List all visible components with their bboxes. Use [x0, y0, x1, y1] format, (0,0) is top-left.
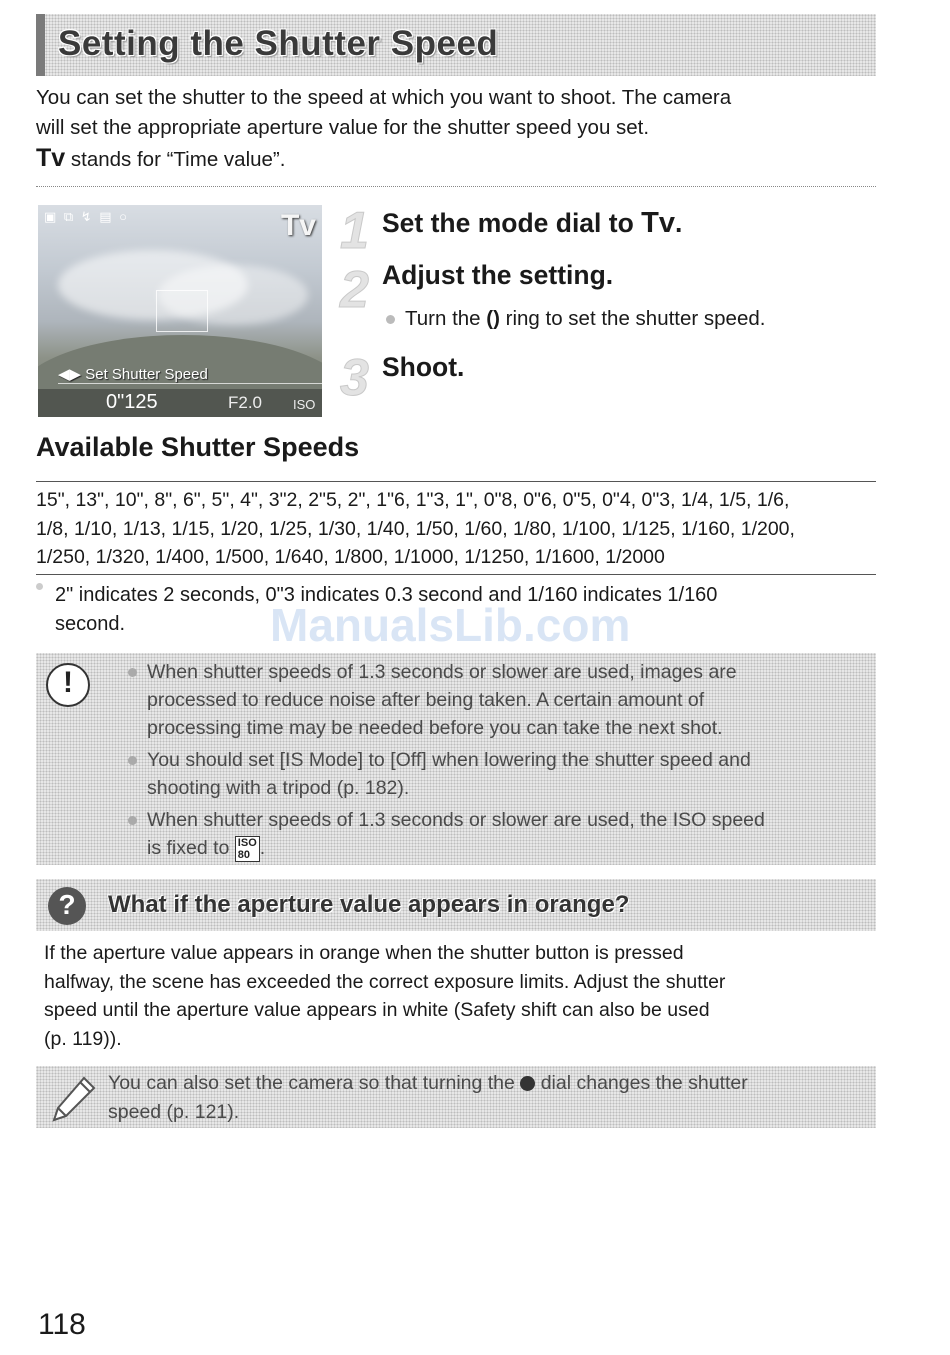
- speeds-line-1: 15", 13", 10", 8", 6", 5", 4", 3"2, 2"5, 2", 1"6, 1"3, 1", 0"8, 0"6, 0"5, 0"4, 0"3, 1/4, 1/5, 1/6,: [36, 489, 790, 511]
- memo-text: [108, 1069, 748, 1127]
- qa-answer-line-2: halfway, the scene has exceeded the correct exposure limits. Adjust the shutter: [44, 970, 726, 993]
- memo-line-2: speed (p. 121).: [108, 1101, 240, 1123]
- caution-box: [36, 653, 876, 865]
- speeds-top-rule: [36, 481, 876, 482]
- title-accent: [36, 14, 45, 76]
- camera-iso-value: ISO: [293, 397, 316, 412]
- caution-line-3: [128, 714, 723, 742]
- bullet-icon: [386, 315, 395, 324]
- memo-line-1-pre: You can also set the camera so that turning the: [108, 1072, 521, 1094]
- camera-af-frame: [156, 290, 208, 332]
- speeds-bottom-rule: [36, 574, 876, 575]
- step-2-title: Adjust the setting.: [382, 260, 614, 290]
- step-2-bullet-post: ring to set the shutter speed.: [499, 307, 766, 330]
- qa-bar: [36, 879, 876, 931]
- camera-mode-indicator: Tv: [280, 209, 316, 242]
- question-icon: [48, 887, 86, 925]
- intro-line-3: [36, 143, 285, 175]
- caution-line-7-text: is fixed to: [147, 837, 235, 859]
- note-bullet-icon: [36, 583, 43, 590]
- step-number-3: 3: [340, 349, 369, 407]
- caution-line-5-text: shooting with a tripod (p. 182).: [147, 777, 410, 799]
- memo-line-1: [108, 1069, 748, 1098]
- camera-label-line: [58, 383, 322, 384]
- camera-shutter-value: 0"125: [106, 391, 158, 413]
- speeds-note-line-2: second.: [55, 613, 126, 635]
- qa-answer-line-1: If the aperture value appears in orange when the shutter button is pressed: [44, 942, 684, 964]
- qa-question: What if the aperture value appears in orange?: [108, 891, 630, 918]
- step-number-2: 2: [340, 261, 369, 319]
- caution-end-punct: .: [259, 837, 266, 859]
- caution-line-7: [128, 834, 265, 862]
- camera-info-bar: [38, 389, 322, 417]
- step-1-title: [382, 207, 682, 240]
- question-icon-glyph: ?: [58, 889, 76, 920]
- caution-line-2: [128, 686, 704, 714]
- memo-box: [36, 1066, 876, 1128]
- caution-line-2-text: processed to reduce noise after being taken. A certain amount of: [147, 689, 705, 711]
- caution-line-1-text: When shutter speeds of 1.3 seconds or slower are used, images are: [147, 661, 737, 683]
- step-2-bullet: [386, 304, 765, 334]
- step-3-title: Shoot.: [382, 352, 465, 382]
- step-1-tv-symbol: Tv: [641, 207, 675, 239]
- memo-line-1-post: dial changes the shutter: [535, 1072, 748, 1094]
- caution-line-4: [128, 746, 751, 774]
- camera-set-label: ◀▶ Set Shutter Speed: [58, 366, 208, 383]
- intro-line-3-text: stands for “Time value”.: [65, 148, 286, 171]
- caution-line-1: [128, 658, 737, 686]
- qa-answer-line-3: speed until the aperture value appears in white (Safety shift can also be used: [44, 999, 710, 1021]
- step-1-title-suffix: .: [674, 208, 683, 238]
- available-speeds-heading: Available Shutter Speeds: [36, 432, 360, 462]
- camera-aperture-value: F2.0: [228, 393, 263, 412]
- camera-status-icons: ▣ ⧉ ↯ ▤ ○: [44, 209, 130, 224]
- caution-line-5: [128, 774, 409, 802]
- intro-line-2: will set the appropriate aperture value for the shutter speed you set.: [36, 116, 650, 139]
- camera-screen-image: [38, 205, 322, 417]
- speeds-note-line-1: 2" indicates 2 seconds, 0"3 indicates 0.3 second and 1/160 indicates 1/160: [55, 584, 718, 606]
- step-1-title-text: Set the mode dial to: [382, 208, 642, 238]
- bullet-icon: [128, 756, 137, 765]
- control-dial-icon: [520, 1076, 535, 1091]
- speeds-line-3: 1/250, 1/320, 1/400, 1/500, 1/640, 1/800, 1/1000, 1/1250, 1/1600, 1/2000: [36, 546, 665, 568]
- iso-glyph-bottom: 80: [237, 848, 251, 861]
- page-title: Setting the Shutter Speed: [58, 24, 499, 63]
- intro-line-1: You can set the shutter to the speed at which you want to shoot. The camera: [36, 86, 732, 109]
- qa-answer-line-4: (p. 119)).: [44, 1027, 122, 1050]
- bullet-icon: [128, 816, 137, 825]
- iso-glyph-top: ISO: [237, 836, 257, 849]
- bullet-icon: [128, 668, 137, 677]
- speeds-line-2: 1/8, 1/10, 1/13, 1/15, 1/20, 1/25, 1/30, 1/40, 1/50, 1/60, 1/80, 1/100, 1/125, 1/160, 1/200,: [36, 517, 795, 540]
- caution-line-6-text: When shutter speeds of 1.3 seconds or slower are used, the ISO speed: [147, 809, 765, 831]
- caution-line-4-text: You should set [IS Mode] to [Off] when lowering the shutter speed and: [147, 749, 751, 771]
- page-number: 118: [38, 1308, 86, 1341]
- tv-symbol: Tv: [36, 144, 66, 172]
- intro-divider: [36, 186, 876, 187]
- step-2-bullet-pre: Turn the: [405, 307, 487, 330]
- watermark: ManualsLib.com: [270, 599, 631, 651]
- caution-line-3-text: processing time may be needed before you can take the next shot.: [147, 717, 723, 739]
- pencil-icon: [50, 1074, 100, 1124]
- iso-80-icon: [235, 836, 260, 862]
- caution-icon: !: [46, 663, 90, 707]
- step-number-1: 1: [340, 202, 369, 260]
- ring-icon: (): [486, 307, 500, 330]
- speeds-list: [36, 486, 795, 572]
- title-bar: [36, 14, 876, 76]
- qa-answer: [44, 939, 725, 1053]
- caution-line-6: [128, 806, 765, 834]
